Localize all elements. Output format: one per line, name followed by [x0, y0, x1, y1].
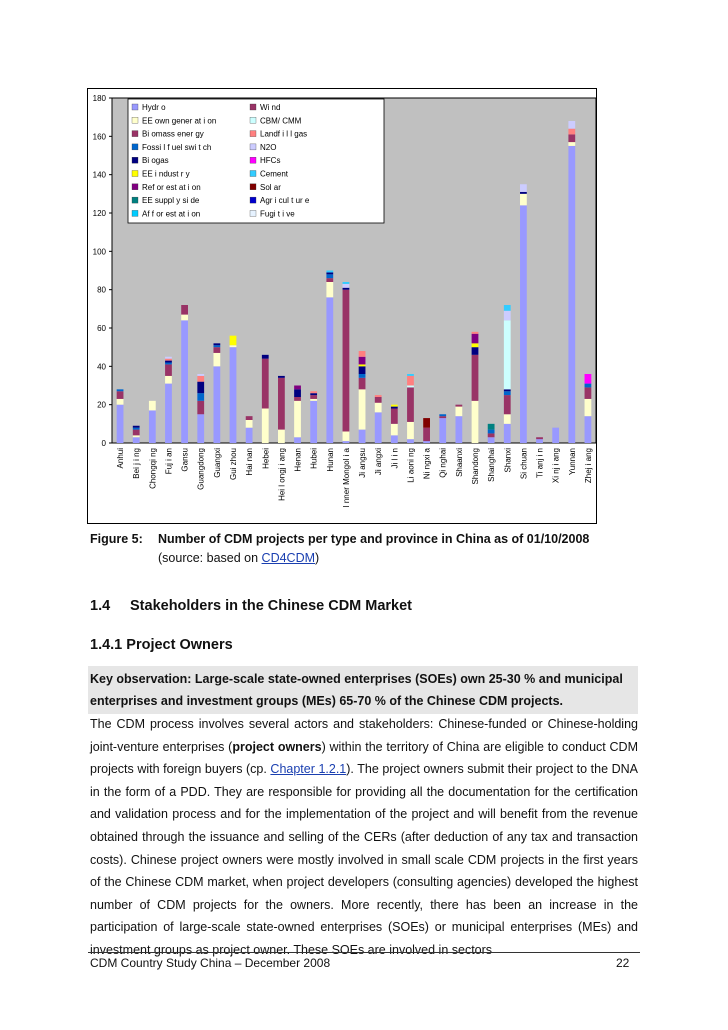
body-paragraph [90, 713, 638, 962]
page-number: 22 [616, 956, 630, 970]
bar-segment [326, 271, 333, 273]
bar-segment [181, 315, 188, 321]
bar-segment [423, 441, 430, 443]
legend-entry: Landf i l l gas [260, 129, 308, 139]
bar-segment [472, 347, 479, 355]
bar-segment [262, 409, 269, 444]
bar-segment [230, 336, 237, 346]
bar-segment [488, 437, 495, 443]
legend-entry: Ref or est at i on [142, 182, 201, 192]
bar-segment [133, 428, 140, 430]
bar-segment [246, 416, 253, 420]
bar-segment [149, 401, 156, 411]
bar-segment [568, 142, 575, 146]
legend-entry: HFCs [260, 156, 281, 166]
bar-segment [246, 428, 253, 443]
bar-segment [246, 420, 253, 428]
legend-swatch [132, 117, 138, 123]
x-tick-label: Si chuan [519, 448, 529, 480]
bar-segment [117, 399, 124, 405]
bar-segment [504, 305, 511, 311]
bar-segment [585, 399, 592, 416]
bar-segment [278, 430, 285, 443]
bar-segment [504, 424, 511, 443]
legend-entry: N2O [260, 142, 277, 152]
chapter-link[interactable]: Chapter 1.2.1 [270, 762, 347, 777]
x-tick-label: Hunan [325, 448, 335, 472]
bar-segment [213, 345, 220, 347]
bar-segment [407, 374, 414, 376]
body-bold-project-owners: project owners [232, 739, 322, 754]
x-tick-label: Henan [293, 448, 303, 472]
bar-segment [213, 347, 220, 353]
legend-swatch [250, 171, 256, 177]
bar-segment [310, 395, 317, 399]
bar-segment [165, 359, 172, 361]
bar-segment [197, 374, 204, 376]
y-tick-label: 80 [97, 285, 106, 295]
legend-entry: Agr i cul t ur e [260, 196, 310, 206]
y-tick-label: 180 [92, 94, 106, 103]
x-tick-label: Gansu [180, 448, 190, 472]
bar-segment [359, 430, 366, 443]
legend-swatch [132, 210, 138, 216]
x-tick-label: Fuj i an [164, 448, 174, 475]
x-tick-label: Yunnan [567, 448, 577, 476]
bar-segment [343, 290, 350, 432]
bar-segment [585, 374, 592, 384]
bar-segment [439, 416, 446, 418]
bar-segment [165, 384, 172, 443]
legend-entry: Fossi l f uel swi t ch [142, 142, 212, 152]
bar-segment [230, 345, 237, 347]
bar-segment [439, 414, 446, 416]
bar-segment [472, 334, 479, 344]
legend-entry: EE own gener at i on [142, 116, 217, 126]
bar-segment [197, 376, 204, 382]
bar-segment [568, 121, 575, 129]
x-tick-label: Ji angsu [358, 448, 368, 478]
bar-segment [310, 393, 317, 395]
bar-segment [568, 134, 575, 142]
section-title: Stakeholders in the Chinese CDM Market [130, 598, 413, 614]
bar-segment [391, 435, 398, 443]
bar-segment [504, 311, 511, 321]
bar-segment [472, 332, 479, 334]
x-tick-label: Bei j i ng [132, 448, 142, 479]
bar-segment [230, 347, 237, 443]
bar-segment [278, 378, 285, 430]
bar-segment [504, 320, 511, 389]
bar-segment [165, 363, 172, 365]
bar-segment [407, 376, 414, 386]
bar-segment [181, 320, 188, 443]
footer-rule [88, 952, 640, 953]
bar-segment [536, 437, 543, 439]
legend-entry: Bi ogas [142, 156, 169, 166]
x-tick-label: Hubei [309, 448, 319, 469]
legend-swatch [250, 104, 256, 110]
y-tick-label: 0 [101, 439, 106, 448]
legend-swatch [132, 197, 138, 203]
bar-segment [552, 428, 559, 443]
x-tick-label: Hai nan [245, 448, 255, 476]
bar-segment [585, 387, 592, 399]
bar-segment [359, 378, 366, 390]
bar-segment [488, 430, 495, 434]
bar-segment [310, 391, 317, 393]
bar-segment [359, 351, 366, 357]
section-number: 1.4 [90, 598, 111, 614]
legend-swatch [132, 144, 138, 150]
bar-segment [149, 410, 156, 443]
bar-segment [455, 405, 462, 407]
cdm-stacked-bar-chart [88, 89, 598, 525]
bar-segment [165, 376, 172, 384]
legend-swatch [132, 171, 138, 177]
y-tick-label: 160 [92, 132, 106, 142]
legend-entry: Fugi t i ve [260, 209, 295, 219]
legend-entry: EE i ndust r y [142, 169, 190, 179]
bar-segment [326, 278, 333, 282]
bar-segment [197, 401, 204, 414]
y-tick-label: 60 [97, 324, 106, 333]
bar-segment [536, 439, 543, 443]
bar-segment [585, 384, 592, 388]
bar-segment [133, 435, 140, 437]
bar-segment [213, 343, 220, 345]
bar-segment [391, 409, 398, 424]
x-tick-label: Guangxi [212, 448, 222, 478]
x-tick-label: Li aoni ng [406, 448, 416, 483]
figure-source [158, 551, 319, 565]
bar-segment [504, 391, 511, 395]
bar-segment [520, 184, 527, 192]
bar-segment [520, 205, 527, 443]
legend-entry: CBM/ CMM [260, 116, 302, 126]
bar-segment [391, 407, 398, 409]
bar-segment [585, 416, 592, 443]
bar-segment [262, 359, 269, 409]
bar-segment [197, 382, 204, 394]
legend-entry: Cement [260, 169, 289, 179]
bar-segment [520, 192, 527, 194]
bar-segment [343, 284, 350, 288]
bar-segment [326, 274, 333, 278]
bar-segment [181, 305, 188, 315]
x-tick-label: Zhej i ang [583, 448, 593, 484]
legend-entry: Bi omass ener gy [142, 129, 204, 139]
bar-segment [455, 407, 462, 417]
bar-segment [197, 393, 204, 401]
bar-segment [375, 403, 382, 413]
bar-segment [133, 437, 140, 443]
bar-segment [213, 366, 220, 443]
bar-segment [326, 272, 333, 274]
body-text-2: ) within the territory of China are eligible to conduct CDM projects with foreign buyers (cp. [90, 739, 638, 777]
y-tick-label: 20 [97, 400, 106, 410]
legend-entry: Af f or est at i on [142, 209, 201, 219]
x-tick-label: Ti anj i n [535, 448, 545, 478]
bar-segment [294, 437, 301, 443]
legend-entry: Hydr o [142, 103, 166, 112]
bar-segment [197, 414, 204, 443]
x-tick-label: Hebei [261, 448, 271, 469]
bar-segment [165, 361, 172, 363]
bar-segment [375, 397, 382, 403]
body-text-1: The CDM process involves several actors and stakeholders: Chinese-funded or Chinese-holding joint-venture enterprises ( [90, 717, 638, 754]
x-tick-label: Guangdong [196, 448, 206, 490]
legend-swatch [250, 117, 256, 123]
bar-segment [375, 395, 382, 397]
bar-segment [133, 430, 140, 436]
bar-segment [294, 397, 301, 401]
footer-title: CDM Country Study China – December 2008 [90, 956, 331, 970]
bar-segment [407, 439, 414, 443]
bar-segment [310, 399, 317, 401]
bar-segment [375, 412, 382, 443]
bar-segment [472, 343, 479, 347]
bar-segment [407, 422, 414, 439]
bar-segment [488, 433, 495, 437]
x-tick-label: Chongqi ng [148, 448, 158, 489]
figure-title: Number of CDM projects per type and province in China as of 01/10/2008 [158, 532, 590, 546]
bar-segment [213, 353, 220, 366]
bar-segment [488, 424, 495, 430]
bar-segment [504, 389, 511, 391]
y-tick-label: 140 [92, 170, 106, 180]
y-tick-label: 40 [97, 362, 106, 372]
x-tick-label: I nner Mongol i a [341, 448, 351, 508]
x-tick-label: Shanxi [503, 448, 513, 473]
bar-segment [423, 418, 430, 428]
legend-swatch [250, 131, 256, 137]
y-tick-label: 120 [92, 209, 106, 218]
x-tick-label: Shaanxi [454, 448, 464, 477]
legend-entry: Wi nd [260, 103, 281, 112]
bar-segment [359, 364, 366, 366]
bar-segment [343, 432, 350, 442]
legend-swatch [250, 184, 256, 190]
bar-segment [391, 405, 398, 407]
legend-swatch [132, 104, 138, 110]
bar-segment [343, 288, 350, 290]
chart-frame [87, 88, 597, 524]
bar-segment [117, 405, 124, 443]
bar-segment [294, 386, 301, 390]
bar-segment [423, 428, 430, 441]
legend-swatch [132, 131, 138, 137]
body-text-3: ). The project owners submit their project to the DNA in the form of a PDD. They are responsible for providing all the documentation for the certification and validation process and for the implementation of the project and will benefit from the revenue obtained through the issuance and selling of the CERs (after deduction of any tax and transaction costs). Chinese project owners were mostly involved in small scale CDM projects in the first years of the Chinese CDM market, when project developers (consulting agencies) developed the highest number of CDM projects for the owners. More recently, there has been an increase in the participation of large-scale state-owned enterprises (SOEs) or municipal enterprises (MEs) and investment groups as project owner. These SOEs are involved in sectors [90, 762, 638, 957]
bar-segment [359, 366, 366, 374]
x-tick-label: Ni ngxi a [422, 448, 432, 480]
bar-segment [343, 441, 350, 443]
x-tick-label: Anhui [116, 448, 126, 469]
bar-segment [439, 418, 446, 443]
bar-segment [117, 389, 124, 391]
source-link[interactable]: CD4CDM [261, 551, 316, 565]
bar-segment [294, 389, 301, 397]
bar-segment [326, 282, 333, 297]
bar-segment [472, 401, 479, 443]
bar-segment [343, 282, 350, 284]
bar-segment [133, 426, 140, 428]
x-tick-label: Gui zhou [229, 448, 238, 481]
x-tick-label: Shandong [471, 448, 480, 485]
x-tick-label: Qi nghai [438, 448, 448, 478]
bar-segment [504, 395, 511, 414]
bar-segment [359, 374, 366, 378]
bar-segment [407, 387, 414, 422]
bar-segment [407, 386, 414, 388]
bar-segment [568, 129, 575, 135]
x-tick-label: Xi nj i ang [551, 448, 561, 484]
source-suffix: ) [315, 551, 320, 565]
legend-entry: EE suppl y si de [142, 196, 200, 206]
legend-entry: Sol ar [260, 182, 281, 192]
figure-label: Figure 5: [90, 532, 143, 546]
source-prefix: (source: based on [158, 551, 262, 565]
bar-segment [504, 414, 511, 424]
x-tick-label: Hei l ongj i ang [277, 448, 287, 501]
bar-segment [117, 391, 124, 399]
bar-segment [359, 357, 366, 365]
legend-swatch [250, 210, 256, 216]
bar-segment [455, 416, 462, 443]
bar-segment [278, 376, 285, 378]
key-observation-box: Key observation: Large-scale state-owned enterprises (SOEs) own 25-30 % and municipal enterprises and investment groups (MEs) 65-70 % of the Chinese CDM projects. [88, 666, 638, 714]
subsection-heading: 1.4.1 Project Owners [90, 637, 233, 653]
bar-segment [294, 401, 301, 437]
bar-segment [520, 194, 527, 206]
bar-segment [262, 355, 269, 359]
bar-segment [165, 364, 172, 376]
bar-segment [326, 297, 333, 443]
bar-segment [568, 146, 575, 443]
legend-swatch [132, 157, 138, 163]
x-tick-label: Ji angxi [374, 448, 384, 476]
bar-segment [359, 389, 366, 429]
legend-swatch [250, 197, 256, 203]
legend-swatch [250, 144, 256, 150]
x-tick-label: Ji l i n [390, 448, 400, 469]
bar-segment [391, 424, 398, 436]
bar-segment [165, 357, 172, 359]
x-tick-label: Shanghai [487, 448, 497, 482]
bar-segment [310, 401, 317, 443]
legend-swatch [132, 184, 138, 190]
legend-swatch [250, 157, 256, 163]
bar-segment [472, 355, 479, 401]
y-tick-label: 100 [92, 247, 106, 257]
